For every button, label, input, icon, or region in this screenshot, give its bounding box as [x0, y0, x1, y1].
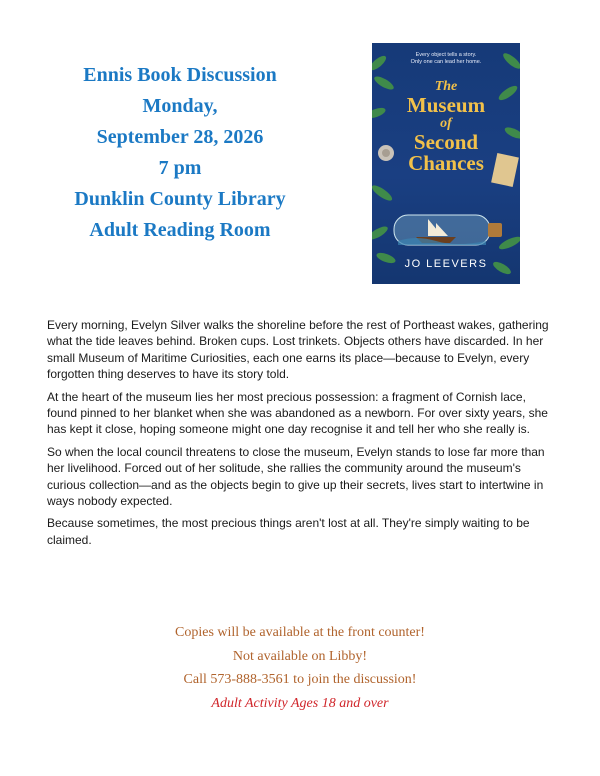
cover-title-museum: Museum [406, 93, 486, 117]
event-venue: Dunklin County Library [74, 188, 286, 210]
cover-author: JO LEEVERS [404, 258, 488, 270]
cover-tagline: Every object tells a story. Only one can lead her home. [410, 52, 482, 65]
event-title: Ennis Book Discussion [83, 64, 277, 86]
book-synopsis [47, 317, 555, 554]
cover-title-the: The [434, 79, 458, 94]
ages-note: Adult Activity Ages 18 and over [211, 695, 389, 711]
synopsis-paragraph: Because sometimes, the most precious things aren't lost at all. They're simply waiting to be claimed. [47, 516, 530, 547]
event-room: Adult Reading Room [89, 219, 271, 241]
ship-in-bottle-icon [386, 203, 506, 253]
event-details [30, 60, 330, 246]
copies-note: Copies will be available at the front counter! [175, 625, 425, 640]
cover-title-of: of [440, 116, 452, 131]
synopsis-paragraph: At the heart of the museum lies her most precious possession: a fragment of Cornish lace, found pinned to her blanket when she was abandoned as a newborn. For over sixty years, she has kept it close, hoping someone might one day recognise it and tell her who she really is. [47, 389, 548, 437]
libby-note: Not available on Libby! [232, 648, 368, 664]
event-date: September 28, 2026 [96, 126, 264, 148]
call-note: Call 573-888-3561 to join the discussion! [183, 672, 417, 687]
book-cover [372, 43, 520, 284]
event-notes [0, 621, 600, 715]
cover-title-chances: Chances [408, 151, 484, 175]
cover-title-second: Second [413, 130, 479, 154]
synopsis-paragraph: Every morning, Evelyn Silver walks the shoreline before the rest of Portheast wakes, gathering what the tide leaves behind. Broken cups. Lost trinkets. Objects others have discarded. In her small Museum of Maritime Curiosities, each one earns its place—because to Evelyn, every forgotten thing deserves to have its story told. [47, 318, 549, 382]
synopsis-paragraph: So when the local council threatens to close the museum, Evelyn stands to lose far more than her livelihood. Forced out of her solitude, she rallies the community around the museum's curious collection—and as the objects begin to give up their secrets, lives start to intertwine in ways nobody expected. [47, 444, 545, 509]
event-day: Monday, [142, 95, 218, 117]
cover-title [372, 79, 520, 174]
event-time: 7 pm [158, 157, 202, 179]
